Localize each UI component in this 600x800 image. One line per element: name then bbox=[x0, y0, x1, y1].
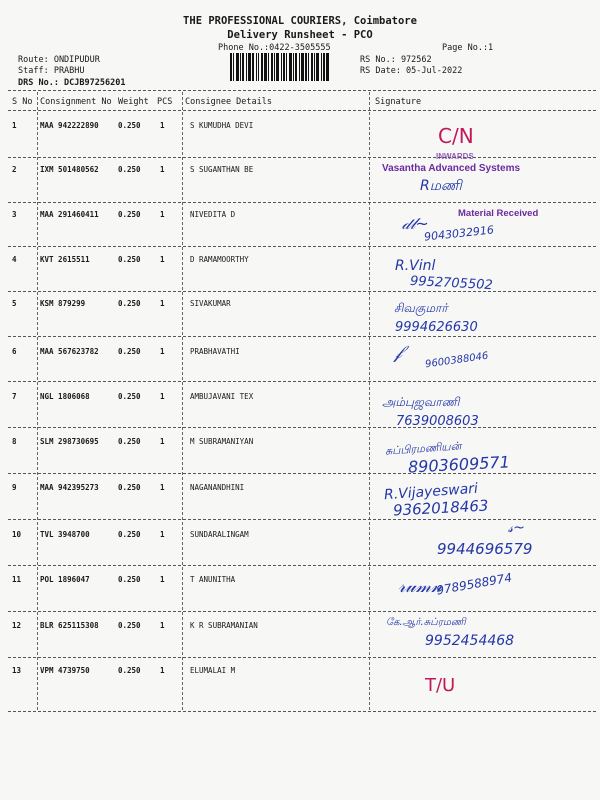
company-name: THE PROFESSIONAL COURIERS, Coimbatore bbox=[183, 15, 417, 27]
table-bottom-rule bbox=[8, 711, 596, 712]
signature-row7-name: அம்புஜவாணி bbox=[382, 395, 460, 409]
signature-row3-phone: 9043032916 bbox=[423, 223, 495, 244]
row-sno: 10 bbox=[12, 530, 22, 539]
row-consignment: MAA 291460411 bbox=[40, 210, 99, 219]
signature-row10-phone: 9944696579 bbox=[437, 540, 533, 558]
row-consignment: VPM 4739750 bbox=[40, 666, 90, 675]
row-weight: 0.250 bbox=[118, 530, 141, 539]
signature-row2: Rமணி bbox=[420, 178, 462, 194]
row-separator bbox=[8, 381, 596, 382]
row-pcs: 1 bbox=[160, 121, 165, 130]
col-consignment: Consignment No bbox=[40, 97, 112, 107]
col-divider bbox=[37, 92, 38, 710]
row-consignment: NGL 1806068 bbox=[40, 392, 90, 401]
table-top-rule bbox=[8, 90, 596, 91]
row-consignee: S SUGANTHAN BE bbox=[190, 165, 254, 174]
signature-row5-phone: 9994626630 bbox=[395, 320, 478, 335]
staff: Staff: PRABHU bbox=[18, 66, 85, 76]
signature-row6-phone: 9600388046 bbox=[424, 350, 490, 371]
row-consignee: SIVAKUMAR bbox=[190, 299, 231, 308]
signature-row12-name: கே.ஆர்.சுப்ரமணி bbox=[386, 617, 466, 628]
signature-row4-phone: 9952705502 bbox=[409, 273, 494, 294]
row-separator bbox=[8, 246, 596, 247]
row-consignee: NIVEDITA D bbox=[190, 210, 236, 219]
row-weight: 0.250 bbox=[118, 437, 141, 446]
signature-row1: C/N bbox=[438, 124, 474, 148]
row-sno: 11 bbox=[12, 575, 22, 584]
row-sno: 3 bbox=[12, 210, 17, 219]
row-pcs: 1 bbox=[160, 575, 165, 584]
row-sno: 6 bbox=[12, 347, 17, 356]
row-separator bbox=[8, 565, 596, 566]
document-title: Delivery Runsheet - PCO bbox=[227, 29, 373, 41]
row-consignee: AMBUJAVANI TEX bbox=[190, 392, 254, 401]
signature-row12-phone: 9952454468 bbox=[425, 633, 515, 649]
row-separator bbox=[8, 657, 596, 658]
row-consignment: SLM 298730695 bbox=[40, 437, 99, 446]
row-pcs: 1 bbox=[160, 255, 165, 264]
row-separator bbox=[8, 611, 596, 612]
col-pcs: PCS bbox=[157, 97, 173, 107]
row-consignee: PRABHAVATHI bbox=[190, 347, 240, 356]
row-sno: 7 bbox=[12, 392, 17, 401]
route: Route: ONDIPUDUR bbox=[18, 55, 100, 65]
row-separator bbox=[8, 202, 596, 203]
row-sno: 8 bbox=[12, 437, 17, 446]
row-weight: 0.250 bbox=[118, 210, 141, 219]
row-pcs: 1 bbox=[160, 483, 165, 492]
col-signature: Signature bbox=[375, 97, 422, 107]
row-sno: 9 bbox=[12, 483, 17, 492]
row-pcs: 1 bbox=[160, 210, 165, 219]
row-weight: 0.250 bbox=[118, 666, 141, 675]
row-consignment: MAA 567623782 bbox=[40, 347, 99, 356]
row-consignee: SUNDARALINGAM bbox=[190, 530, 249, 539]
header-bottom-rule bbox=[8, 110, 596, 111]
row-separator bbox=[8, 157, 596, 158]
rs-date: RS Date: 05-Jul-2022 bbox=[360, 66, 463, 76]
row-consignment: BLR 625115308 bbox=[40, 621, 99, 630]
row-consignee: NAGANANDHINI bbox=[190, 483, 245, 492]
row-consignment: POL 1896047 bbox=[40, 575, 90, 584]
row-separator bbox=[8, 473, 596, 474]
row-sno: 5 bbox=[12, 299, 17, 308]
signature-row13: T/U bbox=[425, 675, 456, 696]
drs-number: DRS No.: DCJB97256201 bbox=[18, 78, 126, 88]
row-consignee: K R SUBRAMANIAN bbox=[190, 621, 258, 630]
row-pcs: 1 bbox=[160, 347, 165, 356]
col-consignee: Consignee Details bbox=[185, 97, 272, 107]
barcode bbox=[230, 53, 355, 81]
row-separator bbox=[8, 291, 596, 292]
row-consignee: D RAMAMOORTHY bbox=[190, 255, 249, 264]
row-pcs: 1 bbox=[160, 392, 165, 401]
row-pcs: 1 bbox=[160, 165, 165, 174]
row-pcs: 1 bbox=[160, 666, 165, 675]
row-pcs: 1 bbox=[160, 621, 165, 630]
signature-row8-name: சுப்பிரமணியன் bbox=[384, 439, 462, 458]
signature-mark-row6: 𝒻 bbox=[394, 342, 403, 363]
col-sno: S No bbox=[12, 97, 33, 107]
row-sno: 12 bbox=[12, 621, 22, 630]
row-pcs: 1 bbox=[160, 437, 165, 446]
row-sno: 13 bbox=[12, 666, 22, 675]
row-pcs: 1 bbox=[160, 299, 165, 308]
signature-row9-name: R.Vijayeswari bbox=[383, 480, 479, 504]
col-divider bbox=[182, 92, 183, 710]
signature-row11-phone: 9789588974 bbox=[435, 570, 513, 598]
row-weight: 0.250 bbox=[118, 392, 141, 401]
row-pcs: 1 bbox=[160, 530, 165, 539]
row-separator bbox=[8, 336, 596, 337]
row-consignment: TVL 3948700 bbox=[40, 530, 90, 539]
signature-mark-row11: 𝓇𝓊𝓂𝓃 bbox=[398, 576, 443, 597]
signature-row8-phone: 8903609571 bbox=[407, 452, 511, 477]
row-consignee: S KUMUDHA DEVI bbox=[190, 121, 254, 130]
row-sno: 2 bbox=[12, 165, 17, 174]
signature-row7-phone: 7639008603 bbox=[396, 414, 479, 429]
stamp-inwards: INWARDS bbox=[436, 152, 474, 161]
row-consignment: IXM 501480562 bbox=[40, 165, 99, 174]
signature-mark-row10: 𝓈~ bbox=[508, 520, 525, 536]
row-weight: 0.250 bbox=[118, 575, 141, 584]
row-consignment: KSM 879299 bbox=[40, 299, 86, 308]
col-divider bbox=[369, 92, 370, 710]
rs-number: RS No.: 972562 bbox=[360, 55, 432, 65]
row-consignment: KVT 2615511 bbox=[40, 255, 90, 264]
stamp-company: Vasantha Advanced Systems bbox=[382, 163, 521, 174]
col-weight: Weight bbox=[118, 97, 149, 107]
stamp-material-received: Material Received bbox=[458, 208, 539, 219]
row-sno: 4 bbox=[12, 255, 17, 264]
signature-mark-row3: 𝒹𝓁~ bbox=[402, 214, 429, 233]
page-number: Page No.:1 bbox=[442, 43, 494, 53]
row-weight: 0.250 bbox=[118, 299, 141, 308]
phone-number: Phone No.:0422-3505555 bbox=[218, 43, 331, 53]
row-weight: 0.250 bbox=[118, 165, 141, 174]
signature-row5-name: சிவகுமார் bbox=[394, 301, 448, 315]
row-separator bbox=[8, 427, 596, 428]
row-weight: 0.250 bbox=[118, 347, 141, 356]
row-consignee: M SUBRAMANIYAN bbox=[190, 437, 254, 446]
row-weight: 0.250 bbox=[118, 621, 141, 630]
row-consignment: MAA 942395273 bbox=[40, 483, 99, 492]
row-sno: 1 bbox=[12, 121, 17, 130]
row-weight: 0.250 bbox=[118, 483, 141, 492]
signature-row9-phone: 9362018463 bbox=[392, 496, 489, 520]
row-consignee: ELUMALAI M bbox=[190, 666, 236, 675]
signature-row4-name: R.Vinl bbox=[395, 258, 436, 274]
row-weight: 0.250 bbox=[118, 121, 141, 130]
row-consignee: T ANUNITHA bbox=[190, 575, 236, 584]
row-weight: 0.250 bbox=[118, 255, 141, 264]
row-consignment: MAA 942222890 bbox=[40, 121, 99, 130]
